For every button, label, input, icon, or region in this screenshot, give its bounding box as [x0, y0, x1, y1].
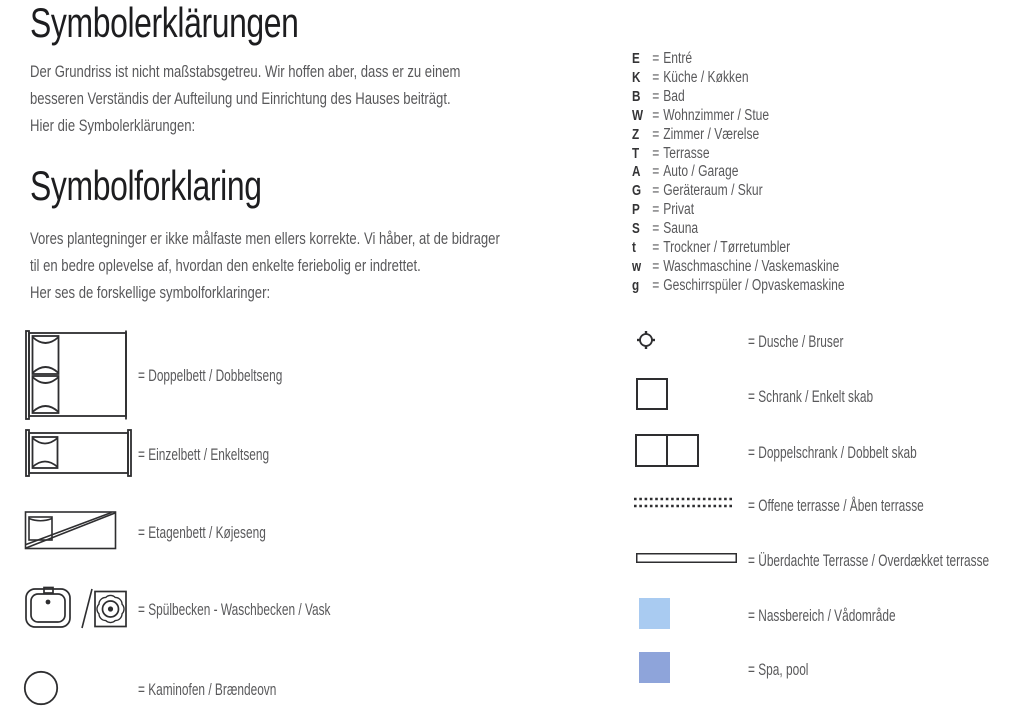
- intro-german-line: Der Grundriss ist nicht maßstabsgetreu. Wir hoffen aber, dass er zu einem: [30, 62, 461, 81]
- legend-row: G = Geräteraum / Skur: [632, 182, 763, 200]
- double-bed-label: = Doppelbett / Dobbeltseng: [138, 367, 283, 385]
- intro-danish-line: Her ses de forskellige symbolforklaringer:: [30, 283, 271, 302]
- double-cabinet-icon: [635, 434, 699, 467]
- wood-stove-label: = Kaminofen / Brændeovn: [138, 681, 277, 699]
- legend-row: E = Entré: [632, 50, 693, 67]
- intro-german: [30, 58, 589, 139]
- single-bed-label: = Einzelbett / Enkeltseng: [138, 446, 270, 464]
- sink-washbasin-icon: [24, 585, 128, 632]
- shower-label: = Dusche / Bruser: [748, 333, 844, 351]
- letter-legend: [632, 50, 905, 296]
- page-title-german: Symbolerklärungen: [30, 0, 299, 46]
- intro-danish-line: Vores plantegninger er ikke målfaste men ellers korrekte. Vi håber, at de bidrager: [30, 229, 500, 248]
- legend-row: Z = Zimmer / Værelse: [632, 125, 760, 143]
- legend-row: A = Auto / Garage: [632, 163, 739, 181]
- legend-row: W = Wohnzimmer / Stue: [632, 106, 770, 124]
- spa-pool-label: = Spa, pool: [748, 661, 809, 679]
- open-terrace-icon: [634, 496, 734, 509]
- intro-german-line: Hier die Symbolerklärungen:: [30, 116, 196, 135]
- wood-stove-icon: [23, 670, 59, 706]
- bunk-bed-label: = Etagenbett / Køjeseng: [138, 524, 266, 542]
- legend-row: t = Trockner / Tørretumbler: [632, 239, 791, 257]
- legend-row: S = Sauna: [632, 220, 699, 238]
- legend-row: P = Privat: [632, 201, 695, 219]
- legend-row: K = Küche / Køkken: [632, 68, 749, 86]
- wet-area-label: = Nassbereich / Vådområde: [748, 607, 896, 625]
- intro-german-line: besseren Verständis der Aufteilung und Einrichtung des Hauses beiträgt.: [30, 89, 451, 108]
- legend-row: g = Geschirrspüler / Opvaskemaskine: [632, 276, 845, 294]
- wet-area-swatch: [639, 598, 670, 629]
- open-terrace-label: = Offene terrasse / Åben terrasse: [748, 497, 924, 515]
- legend-row: w = Waschmaschine / Vaskemaskine: [632, 257, 840, 275]
- spa-pool-swatch: [639, 652, 670, 683]
- covered-terrace-icon: [636, 553, 737, 563]
- single-bed-icon: [24, 429, 132, 477]
- double-cabinet-label: = Doppelschrank / Dobbelt skab: [748, 444, 917, 462]
- intro-danish: [30, 225, 640, 306]
- single-cabinet-icon: [636, 378, 668, 410]
- intro-danish-line: til en bedre oplevelse af, hvordan den enkelte feriebolig er indrettet.: [30, 256, 421, 275]
- shower-icon: [635, 329, 657, 351]
- double-bed-icon: [24, 330, 130, 420]
- sink-washbasin-label: = Spülbecken - Waschbecken / Vask: [138, 601, 331, 619]
- covered-terrace-label: = Überdachte Terrasse / Overdækket terrasse: [748, 552, 990, 570]
- legend-row: T = Terrasse: [632, 144, 710, 162]
- page-title-danish: Symbolforklaring: [30, 162, 262, 209]
- bunk-bed-icon: [24, 510, 117, 551]
- legend-row: B = Bad: [632, 87, 685, 105]
- single-cabinet-label: = Schrank / Enkelt skab: [748, 388, 874, 406]
